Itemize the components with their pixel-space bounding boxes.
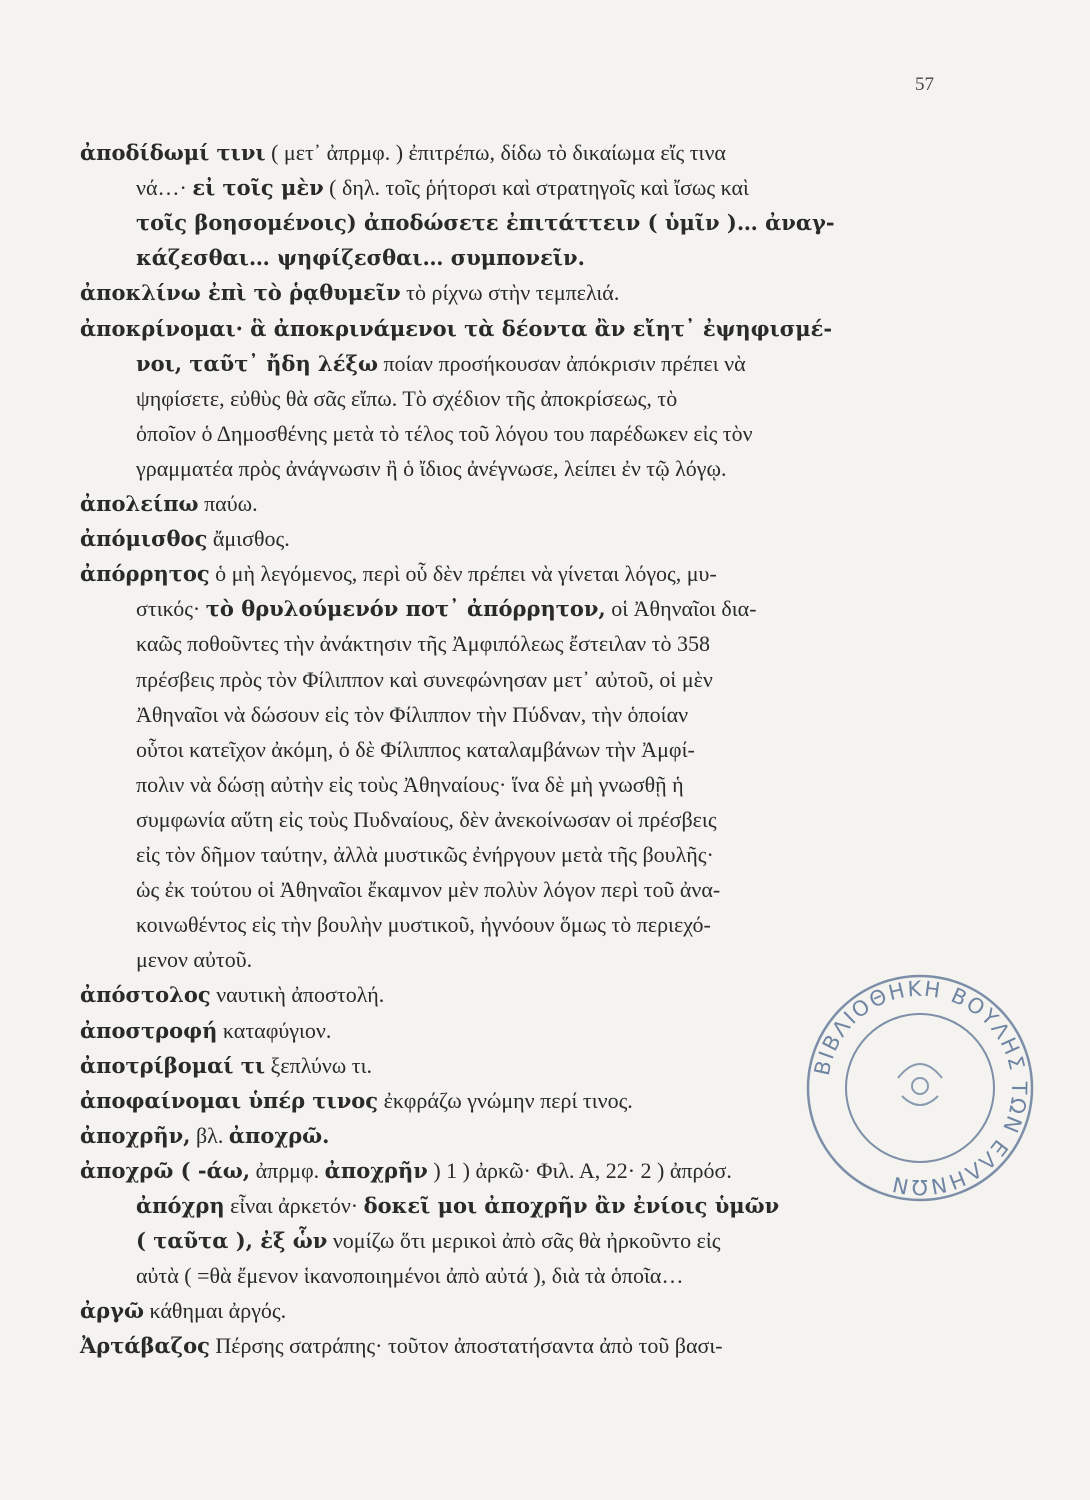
- text-line: [80, 1296, 286, 1326]
- lemma-bold-text: ἀποστροφή: [80, 1017, 218, 1043]
- text-line: [136, 805, 717, 835]
- lemma-bold-text: ἀποκρίνομαι· ἃ ἀποκρινάμενοι τὰ δέοντα ἂν εἴητ᾽ ἐψηφισμέ-: [80, 315, 833, 341]
- text-line: [136, 910, 711, 940]
- stamp-emblem-icon: [898, 1064, 942, 1105]
- lemma-bold-text: εἰ τοῖς μὲν: [192, 175, 324, 201]
- text-line: [80, 1331, 723, 1361]
- text-line: [80, 559, 717, 589]
- lemma-bold-text: ἀποχρῆν: [324, 1157, 428, 1183]
- lemma-bold-text: νοι, ταῦτ᾽ ἤδη λέξω: [136, 350, 378, 376]
- gloss-text: οὗτοι κατεῖχον ἀκόμη, ὁ δὲ Φίλιππος καταλαμβάνων τὴν Ἀμφί-: [136, 736, 695, 762]
- lemma-bold-text: ἀπόρρητος: [80, 561, 210, 587]
- gloss-text: πολιν νὰ δώσῃ αὐτὴν εἰς τοὺς Ἀθηναίους· ἵνα δὲ μὴ γνωσθῇ ἡ: [136, 771, 684, 797]
- gloss-text: Ἀθηναῖοι νὰ δώσουν εἰς τὸν Φίλιππον τὴν Πύδναν, τὴν ὁποίαν: [136, 701, 689, 727]
- gloss-text: ξεπλύνω τι.: [265, 1052, 373, 1078]
- lemma-bold-text: κάζεσθαι… ψηφίζεσθαι… συμπονεῖν.: [136, 245, 585, 271]
- gloss-text: εἰς τὸν δῆμον ταύτην, ἀλλὰ μυστικῶς ἐνήργουν μετὰ τῆς βουλῆς·: [136, 842, 714, 867]
- gloss-text: νομίζω ὅτι μερικοὶ ἀπὸ σᾶς θὰ ἠρκοῦντο εἰς: [327, 1228, 721, 1254]
- text-line: [80, 524, 290, 554]
- gloss-text: ἐκφράζω γνώμην περί τινος.: [378, 1087, 633, 1113]
- text-line: [136, 945, 252, 975]
- gloss-text: καῶς ποθοῦντες τὴν ἀνάκτησιν τῆς Ἀμφιπόλεως ἔστειλαν τὸ 358: [136, 631, 710, 657]
- text-line: [80, 1016, 331, 1046]
- gloss-text: ( δηλ. τοῖς ῥήτορσι καὶ στρατηγοῖς καὶ ἴσως καὶ: [323, 175, 749, 201]
- gloss-text: ἄμισθος.: [207, 526, 290, 552]
- lemma-bold-text: ἀπόχρη: [136, 1193, 225, 1218]
- gloss-text: οἱ Ἀθηναῖοι δια-: [605, 596, 757, 622]
- text-line: [80, 980, 384, 1010]
- gloss-text: ποίαν προσήκουσαν ἀπόκρισιν πρέπει νὰ: [377, 350, 746, 376]
- gloss-text: ὡς ἐκ τούτου οἱ Ἀθηναῖοι ἔκαμνον μὲν πολὺν λόγον περὶ τοῦ ἀνα-: [136, 877, 721, 903]
- lemma-bold-text: ἀποτρίβομαί τι: [80, 1052, 266, 1078]
- text-line: [136, 770, 684, 800]
- lemma-bold-text: ἀργῶ: [80, 1298, 144, 1324]
- text-line: [136, 243, 585, 273]
- lemma-bold-text: τὸ θρυλούμενόν ποτ᾽ ἀπόρρητον,: [205, 596, 606, 622]
- text-line: [80, 278, 619, 308]
- gloss-text: γραμματέα πρὸς ἀνάγνωσιν ἢ ὁ ἴδιος ἀνέγνωσε, λείπει ἐν τῷ λόγῳ.: [136, 455, 727, 481]
- lemma-bold-text: ἀποδίδωμί τινι: [80, 140, 266, 165]
- text-line: [136, 700, 688, 730]
- gloss-text: καταφύγιον.: [217, 1017, 332, 1043]
- text-line: [136, 1226, 720, 1256]
- lemma-bold-text: ἀποχρῆν,: [80, 1122, 191, 1148]
- lemma-bold-text: ἀποχρῶ.: [228, 1122, 330, 1148]
- text-line: [80, 314, 832, 344]
- gloss-text: ναυτικὴ ἀποστολή.: [210, 982, 385, 1008]
- gloss-text: ἀπρμφ.: [250, 1157, 325, 1183]
- lemma-bold-text: δοκεῖ μοι ἀποχρῆν ἂν ἐνίοις ὑμῶν: [363, 1193, 780, 1218]
- gloss-text: τὸ ρίχνω στὴν τεμπελιά.: [400, 280, 620, 306]
- gloss-text: ( μετ᾽ ἀπρμφ. ) ἐπιτρέπω, δίδω τὸ δικαίωμα εἴς τινα: [265, 140, 726, 165]
- text-line: [136, 1261, 683, 1291]
- text-line: [136, 665, 713, 695]
- text-line: [80, 1121, 329, 1151]
- text-line: [136, 629, 710, 659]
- gloss-text: κοινωθέντος εἰς τὴν βουλὴν μυστικοῦ, ἠγνόουν ὅμως τὸ περιεχό-: [136, 912, 711, 938]
- text-line: [136, 735, 695, 765]
- text-line: [136, 384, 677, 414]
- lemma-bold-text: ἀπόμισθος: [80, 526, 208, 552]
- gloss-text: ψηφίσετε, εὐθὺς θὰ σᾶς εἴπω. Τὸ σχέδιον τῆς ἀποκρίσεως, τὸ: [136, 385, 678, 411]
- lemma-bold-text: ἀποκλίνω ἐπὶ τὸ ῥᾳθυμεῖν: [80, 280, 401, 306]
- lemma-bold-text: Ἀρτάβαζος: [80, 1333, 210, 1359]
- library-stamp: [800, 968, 1040, 1208]
- lemma-bold-text: ἀποχρῶ ( -άω,: [80, 1157, 251, 1183]
- text-line: [136, 594, 757, 624]
- text-line: [136, 349, 746, 379]
- gloss-text: νά…·: [136, 175, 193, 201]
- text-line: [136, 840, 714, 870]
- lemma-bold-text: τοῖς βοησομένοις) ἀποδώσετε ἐπιτάττειν ( ὑμῖν )… ἀναγ-: [136, 210, 835, 236]
- gloss-text: παύω.: [198, 491, 258, 516]
- gloss-text: αὐτὰ ( =θὰ ἔμενον ἱκανοποιημένοι ἀπὸ αὐτά ), διὰ τὰ ὁποῖα…: [136, 1263, 684, 1289]
- gloss-text: πρέσβεις πρὸς τὸν Φίλιππον καὶ συνεφώνησαν μετ᾽ αὐτοῦ, οἱ μὲν: [136, 666, 713, 692]
- text-line: [80, 489, 258, 519]
- text-line: [136, 173, 749, 203]
- gloss-text: ) 1 ) ἀρκῶ· Φιλ. Α, 22· 2 ) ἀπρόσ.: [427, 1157, 732, 1183]
- lemma-bold-text: ἀπόστολος: [80, 982, 211, 1008]
- gloss-text: μενον αὐτοῦ.: [136, 947, 253, 973]
- lemma-bold-text: ἀποφαίνομαι ὑπέρ τινος: [80, 1087, 379, 1113]
- gloss-text: ὁποῖον ὁ Δημοσθένης μετὰ τὸ τέλος τοῦ λόγου του παρέδωκεν εἰς τὸν: [136, 420, 753, 446]
- text-line: [80, 1051, 372, 1081]
- text-line: [80, 1156, 732, 1186]
- text-line: [136, 419, 753, 449]
- stamp-text: ΒΙΒΛΙΟΘΗΚΗ ΒΟΥΛΗΣ ΤΩΝ ΕΛΛΗΝΩΝ: [809, 976, 1032, 1200]
- text-line: [136, 454, 726, 484]
- text-line: [136, 208, 835, 238]
- gloss-text: στικός·: [136, 596, 206, 622]
- gloss-text: κάθημαι ἀργός.: [143, 1298, 287, 1324]
- text-line: [136, 1191, 779, 1221]
- page-number: 57: [915, 74, 934, 95]
- gloss-text: βλ.: [190, 1122, 229, 1148]
- text-line: [80, 138, 726, 168]
- text-line: [136, 875, 720, 905]
- lemma-bold-text: ἀπολείπω: [80, 491, 199, 516]
- gloss-text: Πέρσης σατράπης· τοῦτον ἀποστατήσαντα ἀπὸ τοῦ βασι-: [209, 1333, 723, 1359]
- gloss-text: συμφωνία αὕτη εἰς τοὺς Πυδναίους, δὲν ἀνεκοίνωσαν οἱ πρέσβεις: [136, 806, 717, 832]
- gloss-text: εἶναι ἀρκετόν·: [224, 1193, 364, 1218]
- gloss-text: ὁ μὴ λεγόμενος, περὶ οὗ δὲν πρέπει νὰ γίνεται λόγος, μυ-: [209, 561, 717, 587]
- text-line: [80, 1086, 633, 1116]
- lemma-bold-text: ( ταῦτα ), ἐξ ὧν: [136, 1228, 328, 1254]
